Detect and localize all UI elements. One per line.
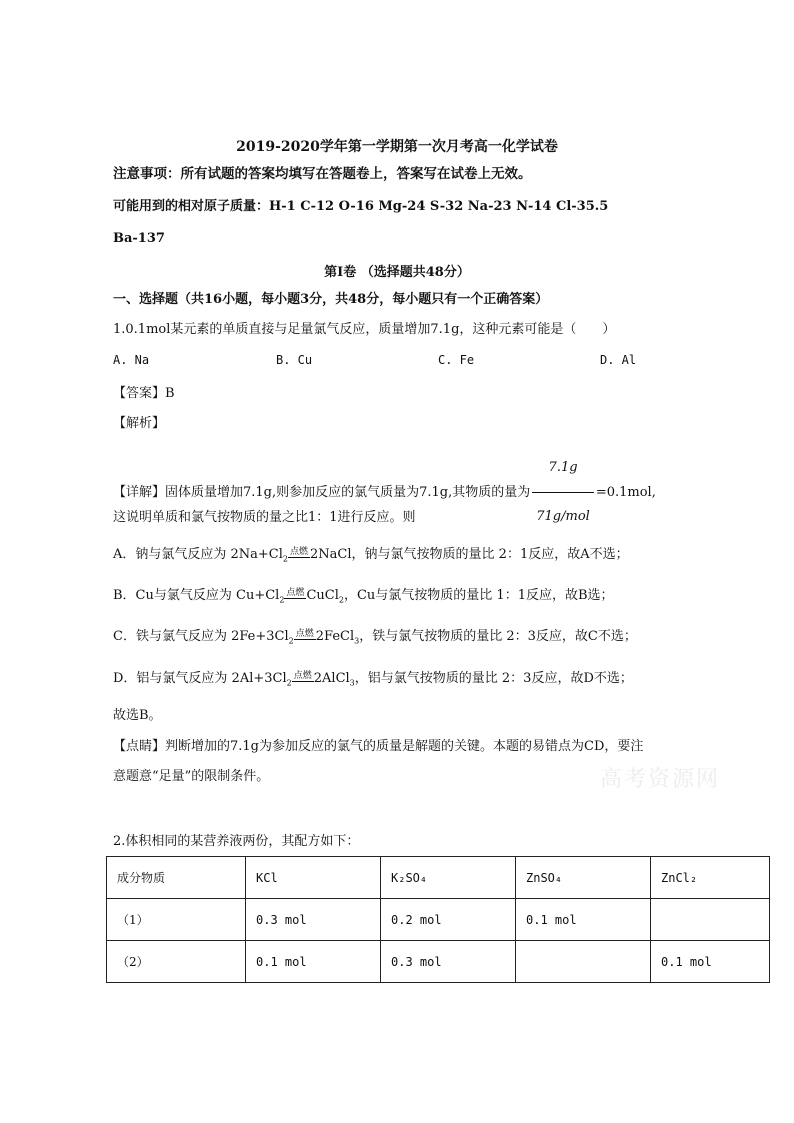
d-condition: 点燃: [293, 671, 312, 681]
q1-option-c: C. Fe: [438, 353, 475, 367]
watermark: 高考资源网: [600, 767, 721, 792]
notice: 注意事项：所有试题的答案均填写在答题卷上，答案写在试卷上无效。: [113, 166, 532, 182]
table-cell: 0.1 mol: [651, 941, 770, 983]
table-cell: （2）: [107, 941, 246, 983]
header-cell: ZnSO₄: [516, 857, 651, 899]
table-cell: 0.3 mol: [381, 941, 516, 983]
q1-detail-line2: 这说明单质和氯气按物质的量之比1：1进行反应。则: [113, 510, 416, 525]
q2-stem: 2.体积相同的某营养液两份，其配方如下：: [113, 834, 360, 849]
q1-tip-line1: 【点睛】判断增加的7.1g为参加反应的氯气的质量是解题的关键。本题的易错点为CD，要注: [113, 739, 644, 754]
q1-option-a-analysis: [113, 546, 629, 569]
d-product: 2AlCl: [313, 671, 350, 686]
q1-answer: 【答案】B: [113, 386, 175, 401]
b-eq-sub: 2: [279, 595, 285, 605]
recipe-table: [106, 856, 770, 983]
b-product-sub: 2: [338, 595, 344, 605]
d-eq-pre: D．铝与氯气反应为 2Al+3Cl: [113, 671, 287, 686]
q1-detail-post: =0.1mol,: [595, 485, 656, 500]
table-cell: [651, 899, 770, 941]
q1-tip-line2: 意题意“足量”的限制条件。: [113, 769, 270, 784]
q1-option-d-analysis: [113, 670, 633, 693]
q1-option-d: D. Al: [600, 353, 637, 367]
c-eq-sub: 2: [288, 636, 294, 646]
part-title: 一、选择题（共16小题，每小题3分，共48分，每小题只有一个正确答案）: [113, 292, 549, 307]
table-cell: 0.1 mol: [246, 941, 381, 983]
d-eq-post: ，铝与氯气按物质的量比 2：3反应，故D不选；: [354, 671, 633, 686]
exam-title: 2019-2020学年第一学期第一次月考高一化学试卷: [236, 139, 558, 155]
q1-option-c-analysis: [113, 628, 637, 651]
table-row: [107, 941, 770, 983]
a-eq-post: ，钠与氯气按物质的量比 2：1反应，故A不选；: [351, 547, 629, 562]
table-cell: [516, 941, 651, 983]
q1-detail-pre: 【详解】固体质量增加7.1g,则参加反应的氯气质量为7.1g,其物质的量为: [113, 485, 531, 500]
q1-conclusion: 故选B。: [113, 708, 162, 723]
atomic-masses-line2: Ba-137: [113, 231, 165, 246]
b-eq-post: ，Cu与氯气按物质的量比 1：1反应，故B选；: [343, 588, 614, 603]
header-cell: K₂SO₄: [381, 857, 516, 899]
molar-fraction: [532, 446, 594, 539]
a-eq-sub: 2: [282, 554, 289, 564]
table-cell: （1）: [107, 899, 246, 941]
c-eq-post: ，铁与氯气按物质的量比 2：3反应，故C不选；: [359, 629, 637, 644]
c-condition: 点燃: [295, 629, 314, 639]
header-cell: KCl: [246, 857, 381, 899]
header-cell: ZnCl₂: [651, 857, 770, 899]
table-cell: 0.3 mol: [246, 899, 381, 941]
d-product-sub: 3: [349, 678, 355, 688]
b-eq-pre: B．Cu与氯气反应为 Cu+Cl: [113, 588, 280, 603]
c-product: 2FeCl: [315, 629, 355, 644]
q1-stem: 1.0.1mol某元素的单质直接与足量氯气反应，质量增加7.1g，这种元素可能是（ ）: [113, 322, 616, 337]
a-eq-pre: A．钠与氯气反应为 2Na+Cl: [113, 547, 283, 562]
atomic-masses-line1: 可能用到的相对原子质量：H-1 C-12 O-16 Mg-24 S-32 Na-23 N-14 Cl-35.5: [113, 199, 609, 214]
b-product: CuCl: [306, 588, 339, 603]
c-product-sub: 3: [354, 636, 360, 646]
d-eq-sub: 2: [286, 678, 292, 688]
header-cell: 成分物质: [107, 857, 246, 899]
q1-option-a: A. Na: [113, 353, 150, 367]
table-header-row: [107, 857, 770, 899]
q1-analysis-head: 【解析】: [113, 416, 166, 431]
section-title: 第Ⅰ卷 （选择题共48分）: [324, 265, 470, 280]
a-product: 2NaCl: [310, 547, 352, 562]
q1-option-b: B. Cu: [276, 353, 313, 367]
table-cell: 0.1 mol: [516, 899, 651, 941]
fraction-denominator: 71g/mol: [536, 509, 590, 524]
b-condition: 点燃: [286, 588, 305, 598]
q1-option-b-analysis: [113, 587, 614, 610]
fraction-numerator: 7.1g: [532, 446, 594, 493]
c-eq-pre: C．铁与氯气反应为 2Fe+3Cl: [113, 629, 289, 644]
a-condition: 点燃: [290, 547, 309, 557]
table-row: [107, 899, 770, 941]
table-cell: 0.2 mol: [381, 899, 516, 941]
